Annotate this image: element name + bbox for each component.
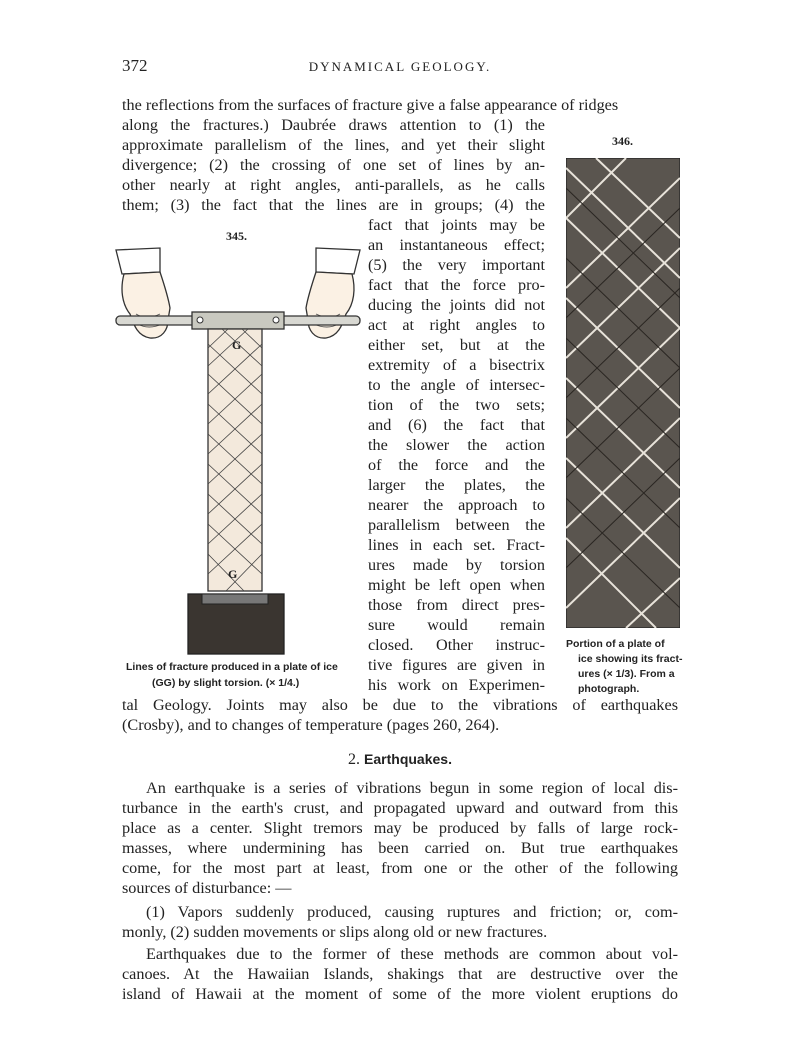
text-line: fact that the force pro- xyxy=(368,276,545,294)
text-line: divergence; (2) the crossing of one set of lines by an- xyxy=(122,156,545,174)
text-line: tal Geology. Joints may also be due to the vibrations of earthquakes xyxy=(122,696,678,714)
text-line: his work on Experimen- xyxy=(368,676,545,694)
text-line: canoes. At the Hawaiian Islands, shakings that are destructive over the xyxy=(122,965,678,983)
text-line: to the angle of intersec- xyxy=(368,376,545,394)
text-line: island of Hawaii at the moment of some of the more violent eruptions do xyxy=(122,985,678,1003)
figure-345-caption: (GG) by slight torsion. (× 1/4.) xyxy=(152,677,300,689)
text-line: masses, where undermining has been carried on. But true earthquakes xyxy=(122,839,678,857)
text-line: tive figures are given in xyxy=(368,656,545,674)
text-line: Earthquakes due to the former of these methods are common about vol- xyxy=(146,945,678,963)
text-line: the slower the action xyxy=(368,436,545,454)
text-line: act at right angles to xyxy=(368,316,545,334)
text-line: the reflections from the surfaces of fracture give a false appearance of ridges xyxy=(122,96,619,114)
plate-label-g: G xyxy=(232,338,242,352)
text-line: and (6) the fact that xyxy=(368,416,545,434)
page-number: 372 xyxy=(122,56,148,75)
section-number: 2. xyxy=(348,751,361,768)
text-line: nearer the approach to xyxy=(368,496,545,514)
text-line: (1) Vapors suddenly produced, causing ruptures and friction; or, com- xyxy=(146,903,678,921)
text-line: ures made by torsion xyxy=(368,556,545,574)
text-line: along the fractures.) Daubrée draws attention to (1) the xyxy=(122,116,545,134)
section-title: Earthquakes. xyxy=(364,751,452,767)
text-line: those from direct pres- xyxy=(368,596,545,614)
text-line: come, for the most part at least, from one or the other of the following xyxy=(122,859,678,877)
text-line: larger the plates, the xyxy=(368,476,545,494)
text-line: an instantaneous effect; xyxy=(368,236,545,254)
figure-346-number: 346. xyxy=(612,134,633,148)
text-line: place as a center. Slight tremors may be produced by falls of large rock- xyxy=(122,819,678,837)
text-line: monly, (2) sudden movements or slips along old or new fractures. xyxy=(122,923,548,941)
figure-346-caption: Portion of a plate of xyxy=(566,638,665,650)
figure-346-photograph xyxy=(566,158,680,628)
text-line: tion of the two sets; xyxy=(368,396,545,414)
plate-label-g: G xyxy=(228,567,238,581)
section-heading xyxy=(0,751,800,769)
text-line: them; (3) the fact that the lines are in groups; (4) the xyxy=(122,196,545,214)
figure-346-caption: ures (× 1/3). From a xyxy=(578,668,675,680)
figure-345-illustration xyxy=(112,244,364,656)
text-line: might be left open when xyxy=(368,576,545,594)
text-line: of the force and the xyxy=(368,456,545,474)
text-line: (5) the very important xyxy=(368,256,545,274)
figure-345-number: 345. xyxy=(226,229,247,243)
text-line: other nearly at right angles, anti-parallels, as he calls xyxy=(122,176,545,194)
figure-346-caption: photograph. xyxy=(578,683,640,695)
text-line: (Crosby), and to changes of temperature (pages 260, 264). xyxy=(122,716,500,734)
figure-346-caption: ice showing its fract- xyxy=(578,653,683,665)
text-line: either set, but at the xyxy=(368,336,545,354)
text-line: closed. Other instruc- xyxy=(368,636,545,654)
text-line: fact that joints may be xyxy=(368,216,545,234)
running-title: DYNAMICAL GEOLOGY. xyxy=(308,59,492,74)
text-line: lines in each set. Fract- xyxy=(368,536,545,554)
text-line: An earthquake is a series of vibrations begun in some region of local dis- xyxy=(146,779,678,797)
figure-345-caption: Lines of fracture produced in a plate of ice xyxy=(126,661,338,673)
text-line: sure would remain xyxy=(368,616,545,634)
text-line: sources of disturbance: — xyxy=(122,879,292,897)
text-line: parallelism between the xyxy=(368,516,545,534)
text-line: turbance in the earth's crust, and propagated upward and outward from this xyxy=(122,799,678,817)
text-line: ducing the joints did not xyxy=(368,296,545,314)
text-line: approximate parallelism of the lines, and yet their slight xyxy=(122,136,545,154)
text-line: extremity of a bisectrix xyxy=(368,356,545,374)
